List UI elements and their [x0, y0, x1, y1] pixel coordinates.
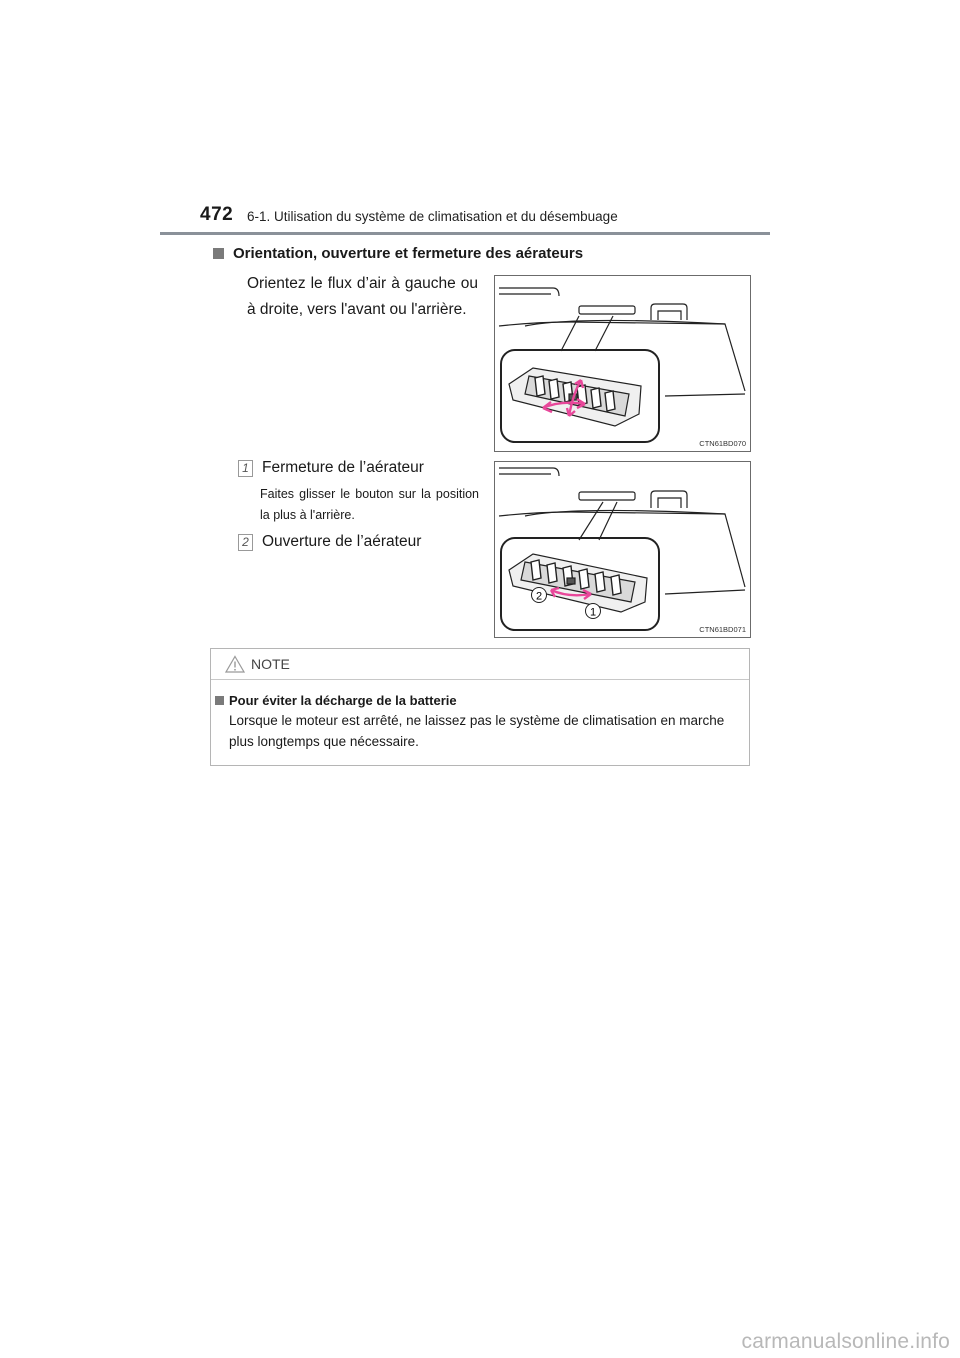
section-heading-text: Orientation, ouverture et fermeture des aérateurs	[233, 245, 584, 262]
step-1	[238, 459, 424, 477]
vent-direction-figure	[494, 275, 751, 452]
note-box	[210, 648, 750, 766]
step-1-description: Faites glisser le bouton sur la position la plus à l'arrière.	[260, 487, 479, 522]
square-bullet-icon	[215, 696, 224, 705]
vent-open-close-figure	[494, 461, 751, 638]
note-label: NOTE	[251, 656, 290, 672]
section-body: Orientez le flux d’air à gauche ou à droite, vers l'avant ou l'arrière.	[247, 275, 478, 318]
page-number: 472	[200, 204, 234, 225]
vent-open-close-illustration	[495, 462, 750, 637]
watermark: carmanualsonline.info	[741, 1330, 950, 1353]
figure-code: CTN61BD071	[699, 625, 746, 634]
step-2-badge: 2	[238, 534, 253, 551]
chapter-title: 6-1. Utilisation du système de climatisation et du désembuage	[247, 209, 618, 224]
note-subheading-text: Pour éviter la décharge de la batterie	[229, 693, 457, 708]
note-subheading	[215, 693, 749, 708]
note-text: Lorsque le moteur est arrêté, ne laissez pas le système de climatisation en marche plus longtemps que nécessaire.	[229, 713, 725, 749]
callout-1: 1	[589, 606, 597, 619]
vent-direction-illustration	[495, 276, 750, 451]
square-bullet-icon	[213, 248, 224, 259]
callout-2: 2	[535, 590, 543, 603]
step-2	[238, 533, 421, 551]
note-header	[211, 649, 749, 680]
figure-code: CTN61BD070	[699, 439, 746, 448]
header-rule	[160, 232, 770, 235]
step-1-title: Fermeture de l’aérateur	[262, 459, 424, 476]
warning-triangle-icon	[225, 655, 245, 673]
step-1-badge: 1	[238, 460, 253, 477]
section-heading	[213, 245, 583, 262]
step-2-title: Ouverture de l’aérateur	[262, 533, 422, 550]
